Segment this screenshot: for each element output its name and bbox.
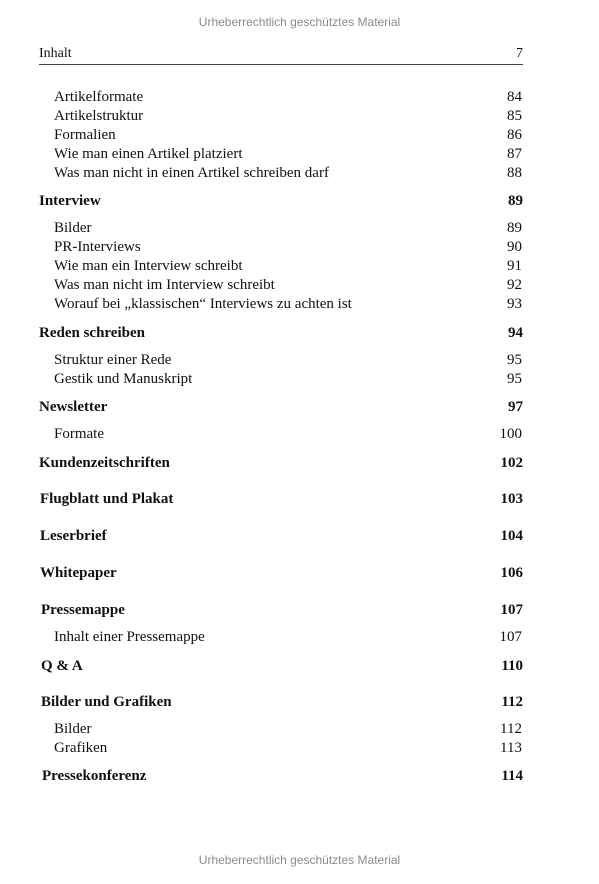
toc-page-number: 88	[507, 165, 522, 181]
toc-entry	[0, 628, 599, 647]
toc-chapter-title: Pressekonferenz	[42, 768, 147, 784]
toc-chapter	[0, 324, 599, 343]
running-head	[39, 46, 523, 65]
toc-chapter	[0, 657, 599, 676]
toc-chapter-title: Kundenzeitschriften	[39, 455, 170, 471]
toc-chapter	[0, 490, 599, 509]
toc-entry-title: Bilder	[54, 721, 92, 737]
toc-entry	[0, 88, 599, 107]
toc-entry-title: Formate	[54, 426, 104, 442]
toc-page-number: 114	[501, 768, 523, 784]
toc-entry-title: Inhalt einer Pressemappe	[54, 629, 205, 645]
toc-page-number: 104	[500, 528, 523, 544]
toc-entry	[0, 219, 599, 238]
toc-entry-title: Grafiken	[54, 740, 108, 756]
toc-page-number: 85	[507, 108, 522, 124]
toc-page-number: 100	[499, 426, 522, 442]
toc-chapter-title: Whitepaper	[40, 565, 117, 581]
toc-entry-title: Artikelformate	[54, 89, 144, 105]
toc-entry	[0, 720, 599, 739]
toc-chapter	[0, 454, 599, 473]
toc-chapter-title: Leserbrief	[40, 528, 107, 544]
toc-entry-title: Artikelstruktur	[54, 108, 144, 124]
toc-page-number: 89	[508, 193, 523, 209]
toc-page-number: 94	[508, 325, 523, 341]
toc-entry	[0, 126, 599, 145]
toc-entry	[0, 107, 599, 126]
toc-entry	[0, 238, 599, 257]
toc-entry-title: Struktur einer Rede	[54, 352, 172, 368]
watermark-top: Urheberrechtlich geschütztes Material	[198, 15, 401, 29]
toc-entry	[0, 276, 599, 295]
toc-page-number: 86	[507, 127, 522, 143]
toc-page-number: 84	[507, 89, 522, 105]
running-head-title: Inhalt	[39, 46, 72, 61]
toc-chapter-title: Interview	[39, 193, 101, 209]
watermark-bottom: Urheberrechtlich geschütztes Material	[198, 853, 401, 867]
toc-entry-title: Bilder	[54, 220, 92, 236]
toc-page-number: 112	[500, 721, 522, 737]
toc-page-number: 107	[499, 629, 522, 645]
toc-page-number: 107	[500, 602, 523, 618]
toc-chapter	[0, 693, 599, 712]
toc-entry	[0, 370, 599, 389]
toc-chapter-title: Reden schreiben	[39, 325, 145, 341]
toc-page-number: 103	[500, 491, 523, 507]
toc-chapter	[0, 767, 599, 786]
toc-entry-title: PR-Interviews	[54, 239, 141, 255]
toc-page-number: 93	[507, 296, 522, 312]
toc-entry	[0, 739, 599, 758]
toc-chapter	[0, 398, 599, 417]
toc-entry	[0, 295, 599, 314]
running-head-page-number: 7	[516, 46, 523, 61]
toc-entry	[0, 425, 599, 444]
toc-page-number: 92	[507, 277, 522, 293]
toc-chapter-title: Flugblatt und Plakat	[40, 491, 174, 507]
toc-page-number: 112	[501, 694, 523, 710]
toc-page-number: 113	[500, 740, 522, 756]
toc-entry	[0, 257, 599, 276]
toc-chapter	[0, 601, 599, 620]
toc-entry	[0, 145, 599, 164]
toc-chapter-title: Q & A	[41, 658, 83, 674]
toc-page-number: 90	[507, 239, 522, 255]
toc-page-number: 97	[508, 399, 523, 415]
toc-page-number: 91	[507, 258, 522, 274]
toc-page-number: 89	[507, 220, 522, 236]
toc-entry-title: Wie man einen Artikel platziert	[54, 146, 243, 162]
toc-entry-title: Gestik und Manuskript	[54, 371, 193, 387]
toc-entry	[0, 351, 599, 370]
toc-chapter-title: Bilder und Grafiken	[41, 694, 172, 710]
toc-chapter-title: Newsletter	[39, 399, 108, 415]
toc-entry-title: Was man nicht in einen Artikel schreiben darf	[54, 165, 329, 181]
toc-chapter	[0, 192, 599, 211]
toc-entry-title: Worauf bei „klassischen“ Interviews zu achten ist	[54, 296, 352, 312]
toc-chapter-title: Pressemappe	[41, 602, 125, 618]
toc-entry-title: Was man nicht im Interview schreibt	[54, 277, 275, 293]
toc-chapter	[0, 527, 599, 546]
toc-entry-title: Formalien	[54, 127, 116, 143]
toc-page-number: 87	[507, 146, 522, 162]
toc-page-number: 95	[507, 352, 522, 368]
toc-entry	[0, 164, 599, 183]
toc-page-number: 95	[507, 371, 522, 387]
toc-page-number: 110	[501, 658, 523, 674]
toc-page-number: 102	[500, 455, 523, 471]
toc-entry-title: Wie man ein Interview schreibt	[54, 258, 243, 274]
toc-chapter	[0, 564, 599, 583]
toc-page-number: 106	[500, 565, 523, 581]
